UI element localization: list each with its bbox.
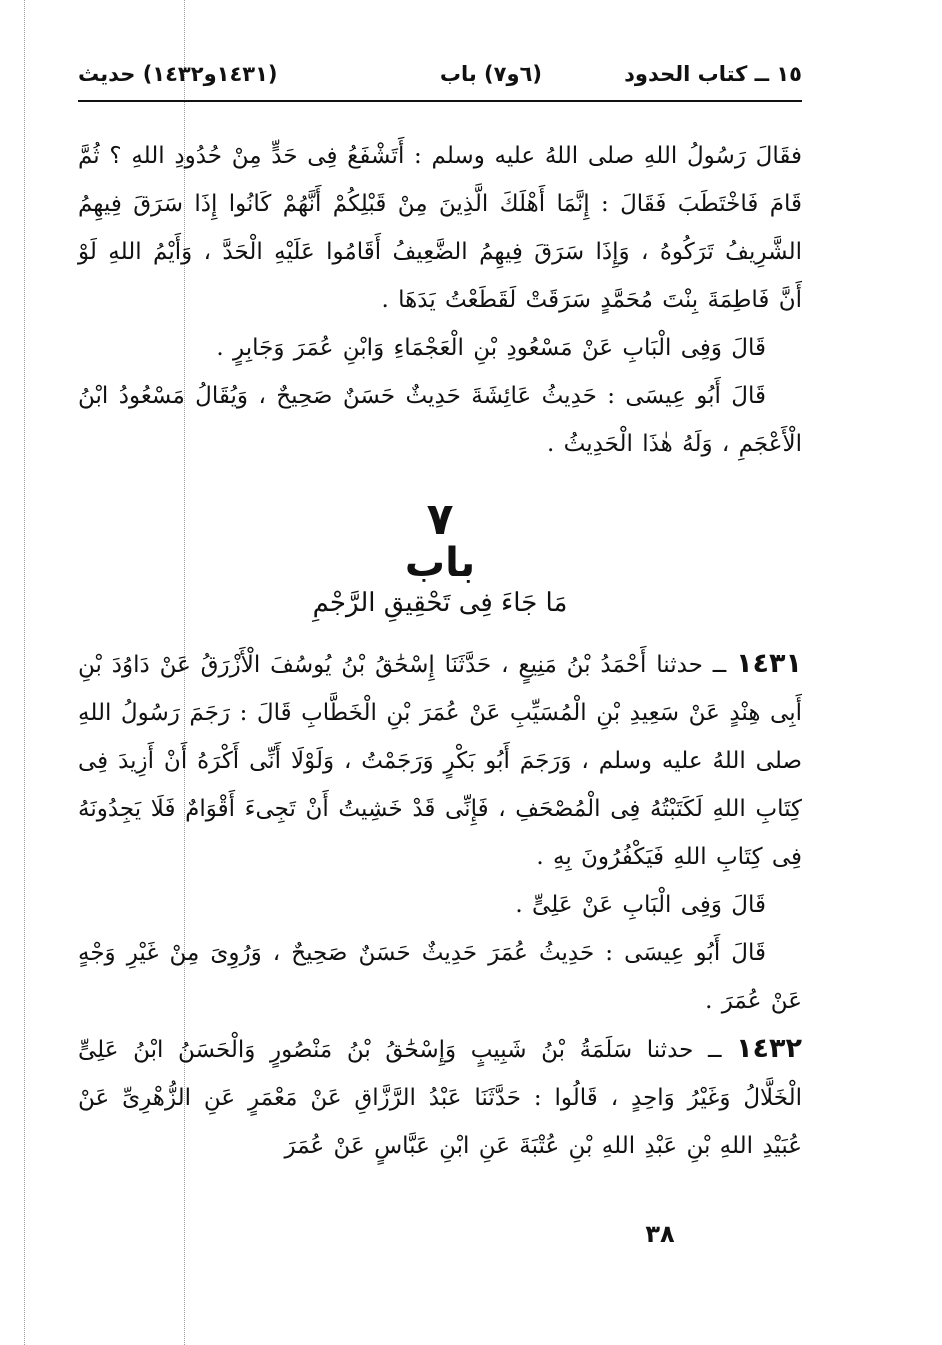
header-divider — [78, 100, 802, 102]
paragraph: قَالَ وَفِى الْبَابِ عَنْ عَلِىٍّ . — [515, 892, 766, 918]
hadith-1431 — [78, 640, 802, 881]
hadith-text: ــ حدثنا سَلَمَةُ بْنُ شَبِيبٍ وَإِسْحَٰقُ بْنُ مَنْصُورٍ وَالْحَسَنُ ابْنُ عَلِىٍّ الْخَلَّالُ وَغَيْرُ وَاحِدٍ ، قَالُوا : حَدَّثَنَا عَبْدُ الرَّزَّاقِ عَنْ مَعْمَرٍ عَنِ الزُّهْرِىِّ عَنْ عُبَيْدِ اللهِ بْنِ عَبْدِ اللهِ بْنِ عُتْبَةَ عَنِ ابْنِ عَبَّاسٍ عَنْ عُمَرَ — [78, 1037, 802, 1159]
paragraph: فقَالَ رَسُولُ اللهِ صلى اللهُ عليه وسلم : أَتَشْفَعُ فِى حَدٍّ مِنْ حُدُودِ اللهِ ؟ ثُمَّ قَامَ فَاخْتَطَبَ فَقَالَ : إِنَّمَا أَهْلَكَ الَّذِينَ مِنْ قَبْلِكُمْ أَنَّهُمْ كَانُوا إِذَا سَرَقَ فِيهِمُ الشَّرِيفُ تَرَكُوهُ ، وَإِذَا سَرَقَ فِيهِمُ الضَّعِيفُ أَقَامُوا عَلَيْهِ الْحَدَّ ، وَأَيْمُ اللهِ لَوْ أَنَّ فَاطِمَةَ بِنْتَ مُحَمَّدٍ سَرَقَتْ لَقَطَعْتُ يَدَهَا . — [78, 143, 802, 313]
page-number: ٣٨ — [645, 1220, 675, 1248]
header-book-title: ١٥ ــ كتاب الحدود — [624, 62, 802, 86]
chapter-number: ٧ — [426, 494, 454, 545]
paragraph: قَالَ وَفِى الْبَابِ عَنْ مَسْعُودِ بْنِ الْعَجْمَاءِ وَابْنِ عُمَرَ وَجَابِرٍ . — [216, 335, 766, 361]
chapter-subtitle: مَا جَاءَ فِى تَحْقِيقِ الرَّجْمِ — [312, 588, 568, 618]
chapter-title: باب — [404, 540, 476, 586]
hadith-number: ١٤٣١ — [736, 648, 802, 679]
header-chapter-range: (٦و٧) باب — [439, 62, 542, 86]
running-header — [78, 58, 802, 98]
text-block-top — [78, 132, 802, 468]
hadith-1432 — [78, 1025, 802, 1170]
scan-fold-line-left — [24, 0, 25, 1345]
text-block-bottom — [78, 640, 802, 1170]
hadith-number: ١٤٣٢ — [736, 1033, 802, 1064]
header-hadith-range: (١٤٣١و١٤٣٢) حديث — [78, 62, 278, 86]
hadith-text: ــ حدثنا أَحْمَدُ بْنُ مَنِيعٍ ، حَدَّثَنَا إِسْحَٰقُ بْنُ يُوسُفَ الْأَزْرَقُ عَنْ دَاوُدَ بْنِ أَبِى هِنْدٍ عَنْ سَعِيدِ بْنِ الْمُسَيِّبِ عَنْ عُمَرَ بْنِ الْخَطَّابِ قَالَ : رَجَمَ رَسُولُ اللهِ صلى اللهُ عليه وسلم ، وَرَجَمَ أَبُو بَكْرٍ وَرَجَمْتُ ، وَلَوْلَا أَنِّى أَكْرَهُ أَنْ أَزِيدَ فِى كِتَابِ اللهِ لَكَتَبْتُهُ فِى الْمُصْحَفِ ، فَإِنِّى قَدْ خَشِيتُ أَنْ تَجِىءَ أَقْوَامٌ فَلَا يَجِدُونَهُ فِى كِتَابِ اللهِ فَيَكْفُرُونَ بِهِ . — [78, 652, 802, 870]
paragraph: قَالَ أَبُو عِيسَى : حَدِيثُ عُمَرَ حَدِيثٌ حَسَنٌ صَحِيحٌ ، وَرُوِىَ مِنْ غَيْرِ وَجْهٍ عَنْ عُمَرَ . — [78, 940, 802, 1014]
paragraph: قَالَ أَبُو عِيسَى : حَدِيثُ عَائِشَةَ حَدِيثٌ حَسَنٌ صَحِيحٌ ، وَيُقَالُ مَسْعُودُ ابْنُ الْأَعْجَمِ ، وَلَهُ هٰذَا الْحَدِيثُ . — [78, 383, 802, 457]
